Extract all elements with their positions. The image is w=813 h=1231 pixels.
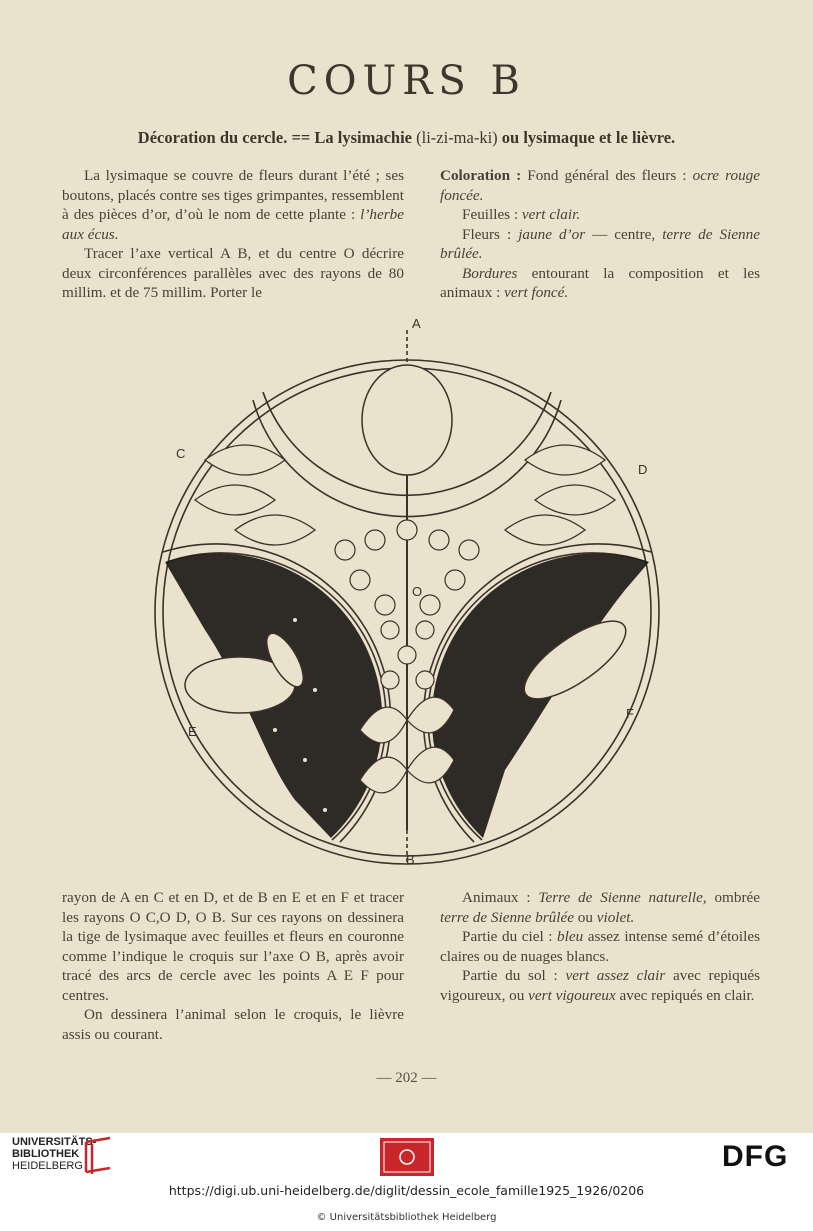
label-b: B	[406, 852, 415, 867]
fleurs-paragraph	[440, 225, 760, 264]
label-a: A	[412, 316, 421, 331]
sol-paragraph	[440, 966, 760, 1005]
coloration-label: Coloration :	[440, 167, 522, 184]
animaux-italic-3: violet.	[596, 908, 635, 926]
ciel-text: assez intense semé d’étoiles claires ou de nuages blancs.	[440, 928, 760, 965]
label-f: F	[626, 706, 634, 721]
label-d: D	[638, 462, 648, 477]
animaux-text: ombrée	[706, 889, 760, 906]
page-title: COURS B	[287, 58, 526, 104]
animaux-label: Animaux :	[462, 889, 539, 906]
feuilles-label: Feuilles :	[462, 206, 522, 223]
bottom-right-column	[440, 888, 760, 1005]
fleurs-italic-1: jaune d’or	[518, 225, 586, 243]
sol-label: Partie du sol :	[462, 967, 566, 984]
label-c: C	[176, 446, 186, 461]
subtitle-main: Décoration du cercle. == La lysimachie	[137, 128, 412, 147]
construction-continued: rayon de A en C et en D, et de B en E et en F et tracer les rayons O C,O D, O B. Sur ces rayons on dessinera la tige de lysimaque avec feuilles et fleurs en couronne comme l’indique le croquis sur l’axe O B, après avoir tracé des arcs de cercle avec les points A E F pour centres.	[62, 889, 404, 1004]
fleurs-label: Fleurs :	[462, 225, 519, 243]
animaux-paragraph	[440, 888, 760, 927]
bottom-left-column	[62, 888, 404, 1044]
page-number: — 202 —	[376, 1070, 437, 1086]
uni-line-2: BIBLIOTHEK	[12, 1148, 80, 1160]
hare-top	[362, 365, 452, 475]
intro-italic: l’herbe aux écus.	[62, 206, 404, 243]
lesson-subtitle	[0, 128, 813, 148]
uni-line-3: HEIDELBERG	[12, 1160, 83, 1172]
intro-text: La lysimaque se couvre de fleurs durant l’été ; ses boutons, placés contre ses tiges grimpantes, ressemblent à des pièces d’or, d’où le nom de cette plante :	[62, 167, 404, 223]
subtitle-end: ou lysimaque et le lièvre.	[501, 128, 676, 147]
coloration-paragraph	[440, 166, 760, 205]
top-right-column	[440, 166, 760, 303]
bordures-paragraph	[440, 264, 760, 303]
sol-italic: vert assez clair	[565, 967, 666, 984]
coloration-italic: ocre rouge foncée.	[440, 167, 760, 204]
animaux-italic: Terre de Sienne naturelle,	[538, 889, 707, 906]
top-left-column	[62, 166, 404, 303]
bordures-italic: Bordures	[462, 264, 518, 282]
intro-paragraph	[62, 166, 404, 244]
label-o: O	[412, 584, 423, 599]
uni-line-1: UNIVERSITÄTS-	[12, 1136, 97, 1148]
ciel-italic: bleu	[557, 928, 584, 945]
dfg-logo[interactable]: DFG	[722, 1140, 789, 1173]
circle-decoration-figure	[145, 330, 670, 870]
bordures-text: entourant la composition et les animaux :	[440, 264, 760, 301]
fleurs-mid: — centre,	[585, 225, 663, 243]
bordures-italic-2: vert foncé.	[504, 284, 569, 301]
animaux-italic-2: terre de Sienne brûlée	[440, 908, 574, 926]
coloration-text: Fond général des fleurs :	[521, 167, 693, 184]
sol-text-2: avec repiqués en clair.	[615, 986, 755, 1004]
animaux-text-2: ou	[573, 908, 597, 926]
animal-paragraph: On dessinera l’animal selon le croquis, le lièvre assis ou courant.	[62, 1006, 404, 1043]
label-e: E	[188, 724, 197, 739]
copyright-notice: © Universitätsbibliothek Heidelberg	[316, 1212, 497, 1223]
feuilles-paragraph	[440, 205, 760, 225]
sol-text: avec repiqués vigoureux, ou	[440, 967, 760, 1004]
sol-italic-2: vert vigoureux	[528, 986, 616, 1004]
subtitle-pronunciation: (li-zi-ma-ki)	[416, 128, 498, 147]
project-logo-icon[interactable]	[380, 1138, 434, 1176]
ciel-label: Partie du ciel :	[462, 928, 558, 945]
university-logo-icon[interactable]	[82, 1136, 114, 1176]
feuilles-italic: vert clair.	[521, 206, 581, 223]
permalink-url[interactable]: https://digi.ub.uni-heidelberg.de/diglit/dessin_ecole_famille1925_1926/0206	[168, 1183, 645, 1198]
fleurs-italic-2: terre de Sienne brûlée.	[440, 225, 760, 262]
construction-paragraph: Tracer l’axe vertical A B, et du centre O décrire deux circonférences parallèles avec des rayons de 80 millim. et de 75 millim. Porter le	[62, 245, 404, 301]
ciel-paragraph	[440, 927, 760, 966]
